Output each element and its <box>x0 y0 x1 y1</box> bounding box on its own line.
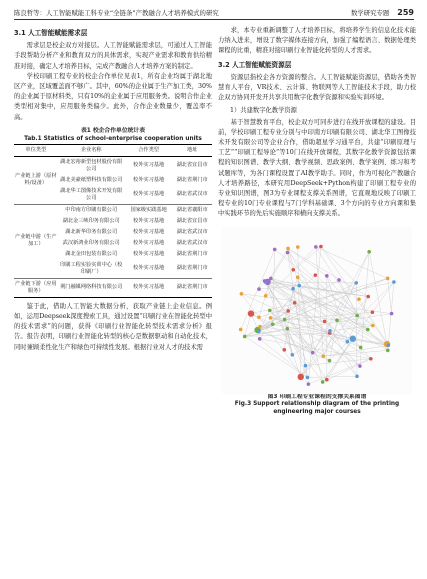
table-row <box>14 278 212 297</box>
figure-3 <box>218 226 416 394</box>
coop-type-cell: 校外实习基地 <box>133 239 165 246</box>
header-section: 数学研究专题 <box>350 9 390 17</box>
address-cell: 湖北省荆门市 <box>172 278 212 297</box>
coop-type-cell: 校外实习基地 <box>133 162 165 169</box>
graph-node <box>390 311 394 315</box>
section-heading-3-1: 3.1 人工智能赋能需求层 <box>14 29 88 37</box>
graph-node <box>286 250 290 254</box>
graph-node <box>328 329 332 333</box>
graph-node <box>386 348 390 352</box>
graph-node <box>321 380 325 384</box>
table-caption <box>14 127 212 143</box>
graph-node <box>392 280 396 284</box>
company-cell: 湖北华工图像技术开发有限公司 <box>60 187 123 201</box>
figure-caption-cn: 图3 印刷工程专业课程的支撑关系图谱 <box>267 393 367 400</box>
graph-node <box>283 317 287 321</box>
address-cell: 湖北省武汉市 <box>176 228 208 235</box>
graph-node <box>296 245 300 249</box>
graph-node <box>350 335 356 341</box>
unit-type-cell: 产业链中游（生产加工） <box>14 204 58 278</box>
graph-node <box>264 294 268 298</box>
coop-type-cell: 校外实习基地 <box>133 176 165 183</box>
graph-node <box>354 281 358 285</box>
graph-node <box>358 364 362 368</box>
graph-node <box>268 308 272 312</box>
graph-node <box>257 315 261 319</box>
graph-node <box>296 275 300 279</box>
company-cell: 湖北宏裕新型包材股份有限公司 <box>60 158 123 172</box>
graph-node <box>371 310 375 314</box>
graph-node <box>291 268 295 272</box>
header-left-title: 陈良哲等：人工智能赋能工科专业“全链条”产教融合人才培养模式的研究 <box>14 9 219 17</box>
graph-node <box>371 323 375 327</box>
address-cell: 湖北省宜昌市 <box>176 162 208 169</box>
company-cell: 印刷工程实验实训中心（校印刷厂） <box>60 261 123 275</box>
graph-node <box>307 382 311 386</box>
paragraph: 需求层是校企双方对接层。人工智能赋能需求层，可通过人工智能手段帮助分析产业和教育双方的具体需求，实现产业需求和教育供给精准对接，确定人才培养目标，完成产教融合人才培养方案的制定。 <box>14 42 212 70</box>
graph-node <box>285 327 289 331</box>
graph-node <box>286 309 290 313</box>
graph-node <box>298 373 304 379</box>
company-cell: 武汉新鸿业印务有限公司 <box>62 239 120 246</box>
graph-node <box>306 375 310 379</box>
coop-type-cell: 校外实习基地 <box>133 217 165 224</box>
graph-node <box>269 316 273 320</box>
col-header: 合作类型 <box>125 144 173 156</box>
company-cell: 中印南方印刷有限公司 <box>58 204 125 216</box>
graph-node <box>273 247 277 251</box>
graph-node <box>325 274 329 278</box>
graph-node <box>319 244 323 248</box>
graph-node <box>314 245 318 249</box>
address-cell: 湖北省襄阳市 <box>172 204 212 216</box>
graph-node <box>367 250 371 254</box>
graph-node <box>337 278 341 282</box>
coop-type-cell: 校外实习基地 <box>133 250 165 257</box>
graph-node <box>258 324 262 328</box>
graph-node <box>387 343 391 347</box>
graph-node <box>297 283 301 287</box>
graph-node <box>357 297 361 301</box>
graph-node <box>243 334 247 338</box>
graph-node <box>258 337 262 341</box>
graph-node <box>291 353 295 357</box>
graph-node <box>257 329 261 333</box>
table-caption-cn: 表1 校企合作单位统计表 <box>80 127 146 134</box>
figure-background <box>222 226 412 394</box>
figure-caption <box>218 394 416 417</box>
address-cell: 湖北省荆门市 <box>176 176 208 183</box>
company-cell: 湖北金三峡印务有限公司 <box>62 217 120 224</box>
graph-node <box>239 327 243 331</box>
graph-node <box>335 318 339 322</box>
graph-node <box>240 292 244 296</box>
graph-node <box>366 294 370 298</box>
address-cell: 湖北省宜昌市 <box>176 217 208 224</box>
graph-node <box>346 340 350 344</box>
paragraph: 学校印刷工程专业的校企合作单位见表1，所有企业均属于湖北地区产业，区域覆盖面不够广。其中，60%的企业属于生产加工类，30%的企业属于原材料类，只有10%的企业属于应用服务类。说明合作企业类型相对集中，应用服务类偏少。此外，合作企业数量少，覆盖率不高。 <box>14 72 213 121</box>
graph-node <box>322 354 326 358</box>
table-header-row <box>14 144 212 156</box>
graph-node <box>304 363 308 367</box>
table-caption-en: Tab.1 Statistics of school-enterprise cooperation units <box>24 135 202 142</box>
graph-node <box>269 276 273 280</box>
graph-node <box>282 348 286 352</box>
unit-type-cell: 产业链上游（原材料/设备） <box>15 173 57 187</box>
paragraph: 鉴于此，借助人工智能大数据分析，获取产业链上企业信息。例如，运用Deepseek深度搜索工具，通过设置“印刷行业在智能化转型中的技术需求”的问题，获得《印刷行业智能化转型技术需求分析》报告。报告表明，印刷行业智能化转型的核心是数据驱动和自动化技术，同时兼顾柔性化生产和绿色可持续性发展。根据行业对人才的技术需 <box>14 302 212 351</box>
address-cell: 湖北省武汉市 <box>176 239 208 246</box>
address-cell: 湖北省武汉市 <box>176 191 208 198</box>
col-header: 地址 <box>172 144 212 156</box>
address-cell: 湖北省荆门市 <box>176 250 208 257</box>
paragraph: 基于智慧教育平台，校企双方可同步进行在线开放课程的建设。目前，学校印刷工程专业分别与中印南方印刷有限公司、湖北华工图像技术开发有限公司等企业合作，借助超星学习通平台，共建“印刷原理与工艺”“印刷工程导论”等10门在线开放课程，其数字化教学资源包括课程的知识图谱、教学大纲、教学视频、思政案例、教学案例、练习和考试题库等，为各门课程设置了AI教学助手。同时，作为可视化产教融合人才培养路径，本研究用DeepSeek+Python构建了印刷工程专业的专业知识图谱，图3为专业课程支撑关系图谱，它直观地反映了印刷工程专业的10门专业课程与7门学科基础课、3个方向的专业方向课和集中实践环节的先后实施顺序和横向支撑关系。 <box>218 118 416 218</box>
company-cell: 荆门融媒网络科技有限公司 <box>58 278 125 297</box>
graph-node <box>286 246 290 250</box>
page-number: 259 <box>397 8 414 17</box>
right-column <box>218 26 416 416</box>
table-row <box>14 156 212 175</box>
unit-type-cell: 产业链下游（应用服务） <box>14 278 58 297</box>
graph-node <box>328 359 332 363</box>
coop-type-cell: 校外实习基地 <box>133 191 165 198</box>
figure-caption-en: Fig.3 Support relationship diagram of the printing engineering major courses <box>234 401 400 415</box>
graph-node <box>311 351 315 355</box>
graph-node <box>355 374 359 378</box>
coop-type-cell: 校外实习基地 <box>133 228 165 235</box>
paragraph: 资源层指校企各方资源的整合。人工智能赋能资源层，借助各类智慧育人平台，VR技术、云计算、物联网等人工智能技术手段，助力校企双方协同开发开共享共用数字化教学资源和实验实训环境。 <box>218 73 416 102</box>
table-row <box>14 204 212 216</box>
coop-type-cell: 国家级实践基地 <box>125 204 173 216</box>
graph-node <box>369 357 373 361</box>
col-header: 企业名称 <box>58 144 125 156</box>
graph-node <box>359 345 363 349</box>
header-right <box>351 8 414 17</box>
graph-node <box>248 310 254 316</box>
coop-type-cell: 校外实习基地 <box>133 265 165 272</box>
graph-node <box>366 327 370 331</box>
knowledge-graph-figure <box>222 226 412 394</box>
running-header <box>14 6 414 18</box>
coop-type-cell: 校外实习基地 <box>125 278 173 297</box>
graph-node <box>271 322 275 326</box>
graph-node <box>323 319 327 323</box>
company-cell: 湖北美豪纸塑科技有限公司 <box>60 176 123 183</box>
graph-node <box>355 313 359 317</box>
section-heading-3-2: 3.2 人工智能赋能资源层 <box>218 60 292 69</box>
graph-node <box>386 276 390 280</box>
graph-node <box>314 273 318 277</box>
header-rule <box>14 19 414 20</box>
subsection-heading: 1）共建数字化教学资源 <box>230 107 297 115</box>
address-cell: 湖北省荆门市 <box>176 265 208 272</box>
col-header: 单位类型 <box>14 144 58 156</box>
graph-node <box>291 287 295 291</box>
company-cell: 湖北新华印务有限公司 <box>65 228 118 235</box>
company-cell: 湖北金田包装有限公司 <box>65 250 118 257</box>
graph-node <box>257 287 261 291</box>
cooperation-table <box>14 144 212 298</box>
paragraph: 求，本专业重新调整了人才培养目标，将培养学生的信息化技术能力纳入进来，增设了数字媒体连接方向，加强了编程语言、数据处理类课程的比重，精准对接印刷行业智能化转型的人才需求。 <box>218 27 416 55</box>
left-column <box>14 26 212 353</box>
graph-node <box>293 301 297 305</box>
graph-node <box>263 279 267 283</box>
graph-node <box>325 378 329 382</box>
